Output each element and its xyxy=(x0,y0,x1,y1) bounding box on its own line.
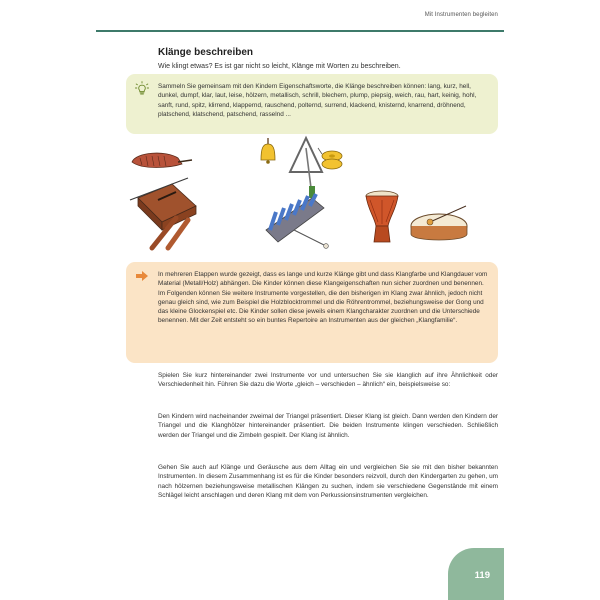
cymbals xyxy=(318,148,342,169)
body-paragraph: Gehen Sie auch auf Klänge und Geräusche aus dem Alltag ein und vergleichen Sie sie mit den bisher bekannten Instrumenten. In diesem Zusammenhang ist es für die Kinder besonders reizvoll, durch den Kindergarten zu gehen, um nach hölzernen beziehungsweise metallischen Klängen zu suchen, indem sie verschiedene Gegenstände mit einem Schlägel leicht anschlagen und deren Klang mit dem von Perkussionsinstrumenten vergleichen. xyxy=(158,464,498,499)
note-text: In mehreren Etappen wurde gezeigt, dass es lange und kurze Klänge gibt und dass Klangfarbe und Klangdauer vom Material (Metall/Holz) abhängen. Die Kinder können diese Klangeigenschaften nun sicher zuordnen und benennen. Im Folgenden können Sie weitere Instrumente vorgestellen, die den bisherigen im Klang zwar ähnlich, jedoch nicht genau gleich sind, wie zum Beispiel die Holzblocktrommel und die Röhrentrommel, beziehungsweise der Gong und das kleine Glockenspiel etc. Die Kinder sollen diese jeweils einem Klangcharakter zuordnen und die Unterschiede benennen. Mit der Zeit entsteht so ein buntes Repertoire an Instrumenten aus der gleichen „Klangfamilie“. xyxy=(158,271,488,325)
running-head: Mit Instrumenten begleiten xyxy=(424,12,498,18)
instrument-illustration xyxy=(126,134,498,258)
hand-drum xyxy=(366,191,398,242)
section-title: Klänge beschreiben xyxy=(158,47,254,58)
lightbulb-icon xyxy=(135,81,149,95)
triangle xyxy=(290,138,322,198)
body-paragraph: Spielen Sie kurz hintereinander zwei Instrumente vor und untersuchen Sie sie klanglich auf ihre Ähnlichkeit oder Verschiedenheit hin. Führen Sie dazu die Worte „gleich – verschieden – ähnlich“ ein, beispielsweise so: xyxy=(158,372,498,389)
body-paragraph: Den Kindern wird nacheinander zweimal der Triangel präsentiert. Dieser Klang ist gleich. Dann werden den Kindern der Triangel und die Klanghölzer hintereinander präsentiert. Die beiden Instrumente klingen verschieden. Schließlich werden der Triangel und die Zimbeln gespielt. Der Klang ist ähnlich. xyxy=(158,413,498,439)
bell xyxy=(261,138,275,164)
note-box xyxy=(126,262,498,363)
section-subtitle: Wie klingt etwas? Es ist gar nicht so leicht, Klänge mit Worten zu beschreiben. xyxy=(158,63,401,70)
arrow-right-icon xyxy=(135,269,149,283)
tip-text: Sammeln Sie gemeinsam mit den Kindern Eigenschaftsworte, die Klänge beschreiben können: lang, kurz, hell, dunkel, dumpf, klar, laut, leise, hölzern, metallisch, schrill, blechern, plump, piepsig, weich, rau, hart, keinig, hohl, sanft, rund, spitz, klirrend, klappernd, rauschend, polternd, surrend, klackend, knisternd, knarrend, dröhnend, platschend, klatschend, patschend, rasselnd ... xyxy=(158,83,477,118)
frog-guiro xyxy=(132,153,192,167)
page-number: 119 xyxy=(474,570,490,581)
tip-box xyxy=(126,74,498,134)
frame-drum xyxy=(411,206,467,240)
book-page xyxy=(96,0,504,600)
glockenspiel xyxy=(266,194,328,248)
header-rule xyxy=(96,30,504,32)
